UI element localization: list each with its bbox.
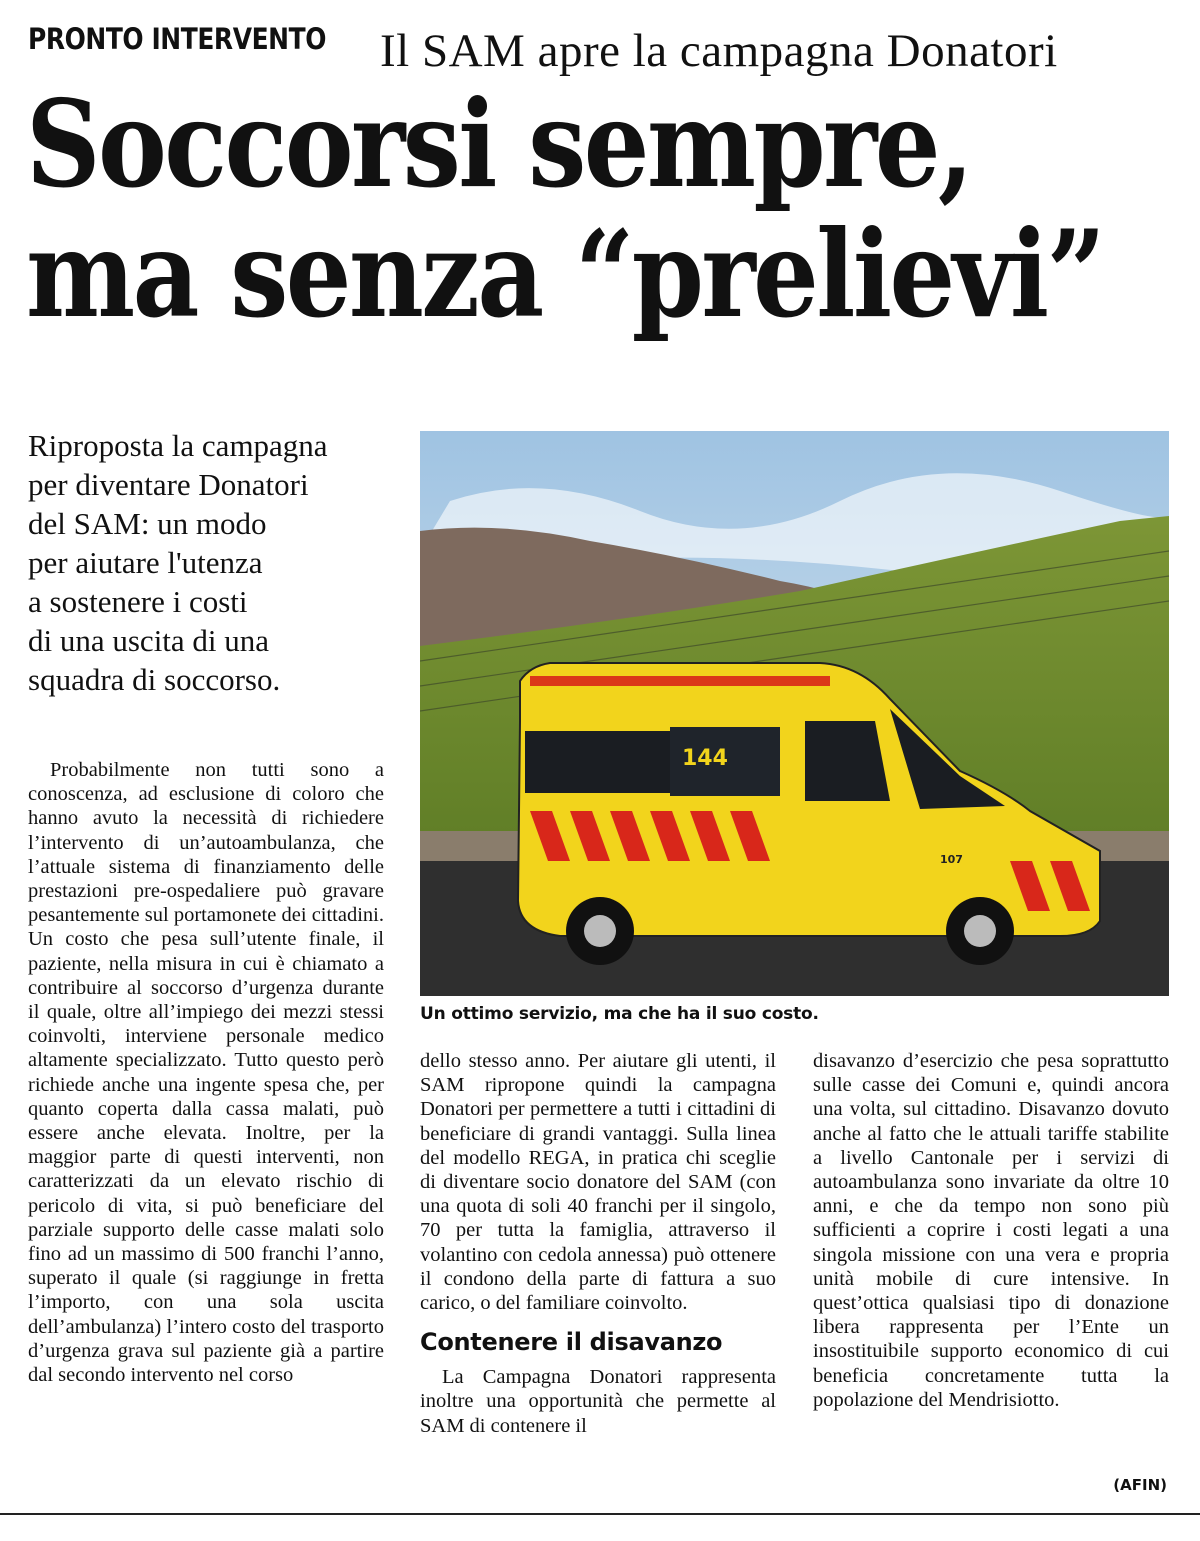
- kicker: [28, 22, 1178, 77]
- article-column-1: [28, 758, 384, 1387]
- headline-line-1: Soccorsi sempre,: [26, 74, 972, 215]
- article-column-3: [813, 1049, 1169, 1412]
- paragraph: dello stesso anno. Per aiutare gli utenti, il SAM ripropone quindi la campagna Donatori per permettere a tutti i cittadini di beneficiare di grandi vantaggi. Sulla linea del modello REGA, in pratica chi sceglie di diventare socio donatore del SAM (con una quota di soli 40 franchi per il singolo, 70 per tutta la famiglia, attraverso il volantino con cedola annessa) può ottenere il condono della parte di fattura a suo carico, o del familiare coinvolto.: [420, 1050, 776, 1315]
- summary: [28, 426, 388, 699]
- summary-line: per diventare Donatori: [28, 467, 309, 502]
- summary-line: di una uscita di una: [28, 623, 270, 658]
- paragraph: Probabilmente non tutti sono a conoscenza, ad esclusione di coloro che hanno avuto la necessità di richiedere l’intervento di un’autoambulanza, che l’attuale sistema di finanziamento delle prestazioni pre-ospedaliere può gravare pesantemente sul portamonete dei cittadini. Un costo che pesa sull’utente finale, il paziente, nella misura in cui è chiamato a contribuire al soccorso d’urgenza durante il quale, oltre all’impiego dei mezzi stessi coinvolti, interviene personale medico altamente specializzato. Tutto questo però richiede anche una ingente spesa che, per quanto coperta dalla cassa malati, può essere anche elevata. Inoltre, per la maggior parte di questi interventi, non caratterizzati da un elevato rischio di pericolo di vita, si può beneficiare del parziale supporto delle casse malati solo fino ad un massimo di 500 franchi l’anno, superato il quale (si raggiunge in fretta l’importo, con una sola uscita dell’ambulanza) l’intero costo del trasporto d’urgenza grava sul paziente già a partire dal secondo intervento nel corso: [28, 759, 384, 1387]
- headline: [26, 74, 1104, 345]
- headline-line-2: ma senza “prelievi”: [26, 204, 1104, 345]
- author-signature: (AFIN): [1113, 1476, 1167, 1494]
- summary-line: per aiutare l'utenza: [28, 545, 263, 580]
- bottom-divider: [0, 1513, 1200, 1515]
- ambulance-photo: [420, 431, 1169, 996]
- summary-line: Riproposta la campagna: [28, 428, 328, 463]
- phone-number-label: 144: [682, 746, 728, 771]
- vehicle-number-label: 107: [940, 853, 963, 866]
- paragraph: La Campagna Donatori rappresenta inoltre una opportunità che permette al SAM di contenere il: [420, 1366, 776, 1437]
- ambulance-illustration: [420, 431, 1169, 996]
- subheading: Contenere il disavanzo: [420, 1328, 723, 1357]
- paragraph: disavanzo d’esercizio che pesa soprattutto sulle casse dei Comuni e, quindi ancora una volta, sul cittadino. Disavanzo dovuto anche al fatto che le attuali tariffe stabilite a livello Cantonale per i servizi di autoambulanza sono invariate da oltre 10 anni, e che da tempo non sono più sufficienti a coprire i costi legati a una singola missione con una vera e propria unità mobile di cure intensive. In quest’ottica qualsiasi tipo di donazione libera rappresenta per l’Ente un insostituibile supporto economico di cui beneficia concretamente tutta la popolazione del Mendrisiotto.: [813, 1050, 1169, 1411]
- kicker-title: Il SAM apre la campagna Donatori: [380, 25, 1058, 77]
- kicker-label: PRONTO INTERVENTO: [28, 22, 326, 56]
- summary-line: squadra di soccorso.: [28, 662, 281, 697]
- photo-caption: Un ottimo servizio, ma che ha il suo costo.: [420, 1004, 819, 1024]
- summary-line: del SAM: un modo: [28, 506, 267, 541]
- article-column-2: [420, 1049, 776, 1438]
- summary-line: a sostenere i costi: [28, 584, 248, 619]
